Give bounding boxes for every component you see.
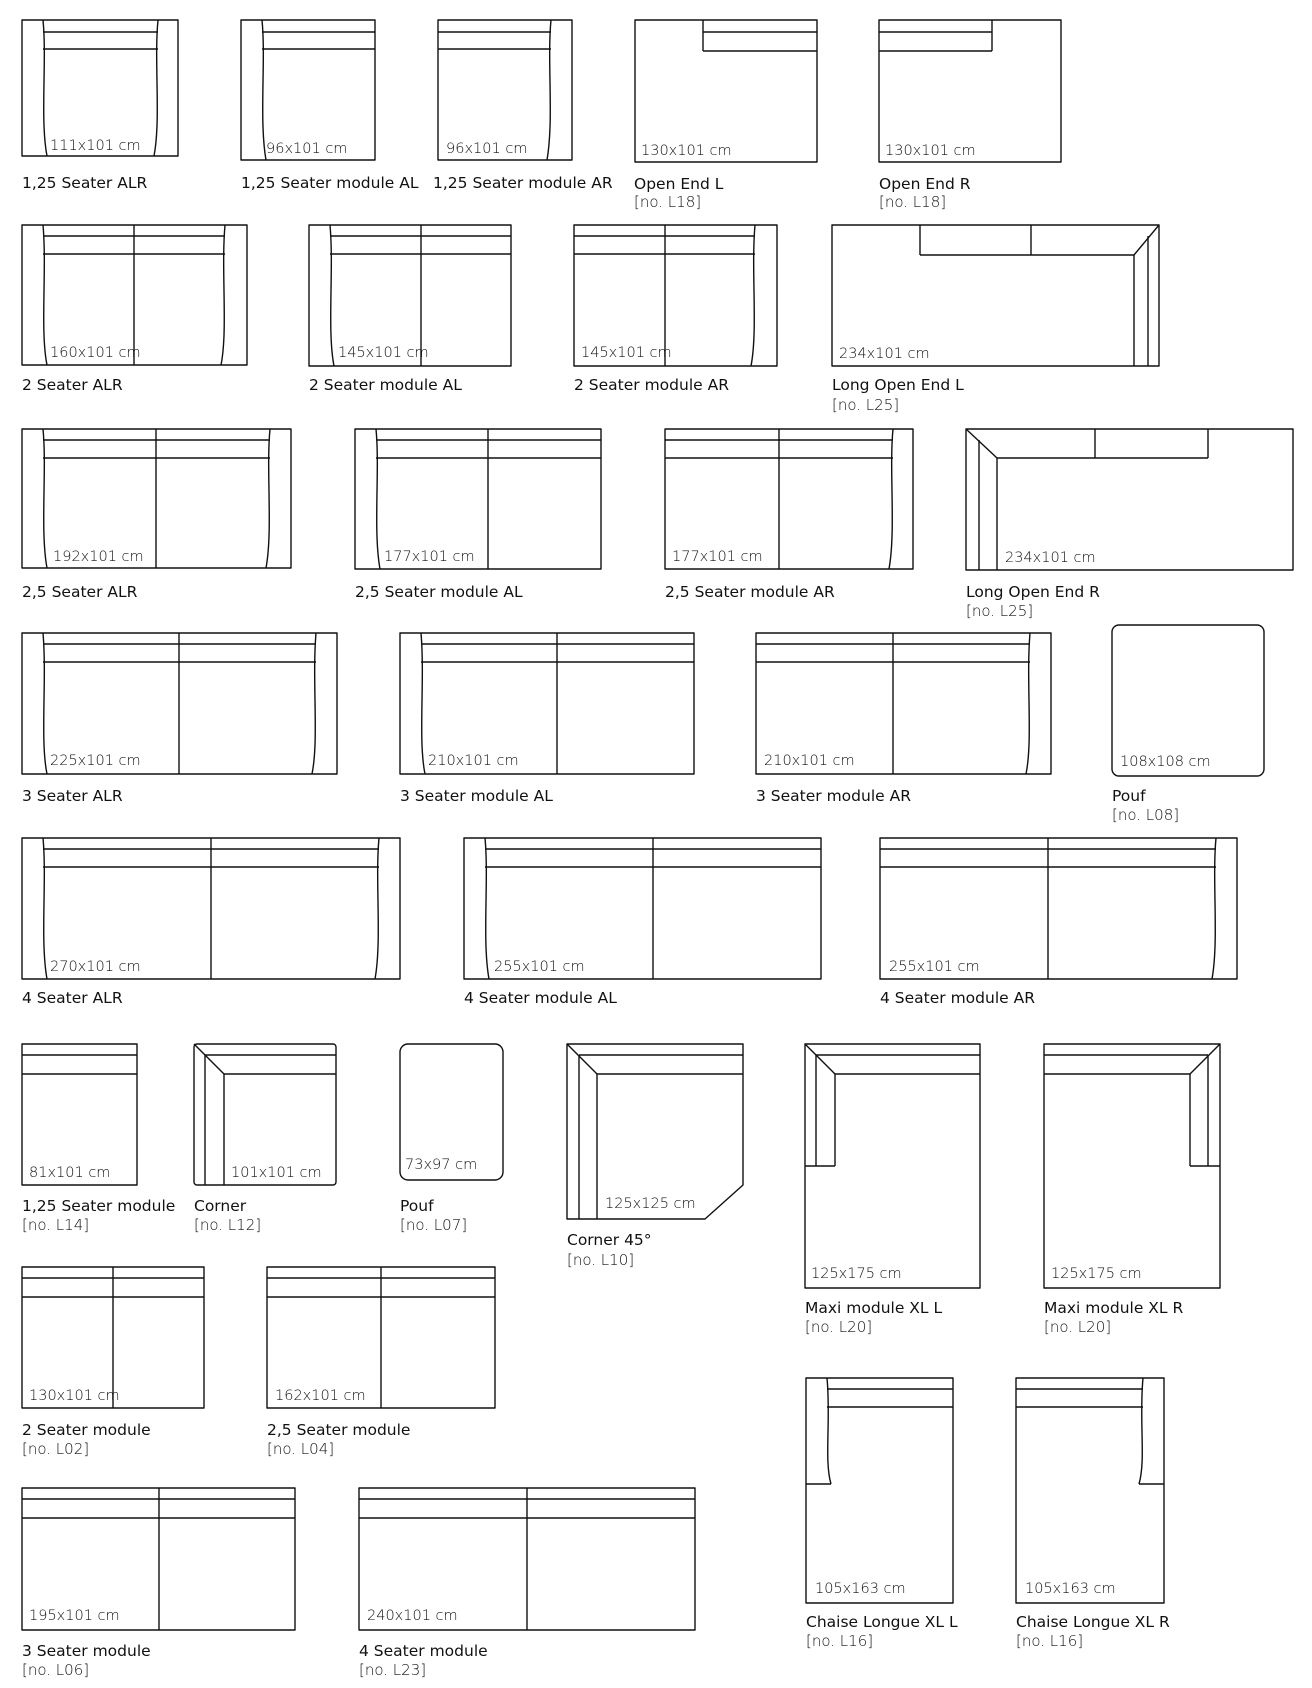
module-name: 1,25 Seater module: [22, 1197, 176, 1215]
module-code: [no. L25]: [832, 396, 900, 414]
module-name: 4 Seater module AL: [464, 989, 617, 1007]
module-code: [no. L18]: [634, 193, 702, 211]
module-name: Maxi module XL R: [1044, 1299, 1184, 1317]
module-drawing: [567, 1044, 743, 1219]
dimension-label: 160x101 cm: [50, 345, 141, 361]
module-name: 2 Seater module AR: [574, 376, 729, 394]
module-item: [22, 1488, 295, 1679]
module-item: [400, 1044, 503, 1234]
module-code: [no. L04]: [267, 1440, 335, 1458]
module-item: [806, 1378, 958, 1650]
module-name: 1,25 Seater module AL: [241, 174, 419, 192]
module-item: [756, 633, 1051, 805]
module-drawing: [880, 838, 1237, 979]
module-name: Chaise Longue XL L: [806, 1613, 958, 1631]
module-drawing: [194, 1044, 336, 1185]
module-code: [no. L12]: [194, 1216, 262, 1234]
module-item: [22, 633, 337, 805]
module-code: [no. L16]: [1016, 1632, 1084, 1650]
module-name: Long Open End R: [966, 583, 1100, 601]
module-name: 4 Seater module AR: [880, 989, 1035, 1007]
module-code: [no. L14]: [22, 1216, 90, 1234]
dimension-label: 96x101 cm: [266, 141, 348, 157]
module-item: [22, 1044, 175, 1234]
module-drawing: [22, 1044, 137, 1185]
module-item: [22, 225, 247, 394]
module-drawing: [22, 20, 178, 156]
dimension-label: 195x101 cm: [29, 1608, 120, 1624]
dimension-label: 255x101 cm: [889, 959, 980, 975]
dimension-label: 210x101 cm: [428, 753, 519, 769]
dimension-label: 125x175 cm: [811, 1266, 902, 1282]
module-name: 4 Seater ALR: [22, 989, 123, 1007]
module-item: [879, 20, 1061, 211]
module-item: [241, 20, 419, 192]
module-name: Chaise Longue XL R: [1016, 1613, 1170, 1631]
module-item: [1016, 1378, 1170, 1650]
module-item: [665, 429, 913, 601]
dimension-label: 162x101 cm: [275, 1388, 366, 1404]
dimension-label: 234x101 cm: [839, 346, 930, 362]
module-drawing: [1044, 1044, 1220, 1288]
module-item: [574, 225, 777, 394]
module-item: [966, 429, 1293, 620]
module-drawing: [22, 429, 291, 568]
dimension-label: 177x101 cm: [384, 549, 475, 565]
dimension-label: 125x125 cm: [605, 1196, 696, 1212]
module-name: 3 Seater module: [22, 1642, 151, 1660]
module-code: [no. L25]: [966, 602, 1034, 620]
module-drawing: [1016, 1378, 1164, 1603]
dimension-label: 130x101 cm: [29, 1388, 120, 1404]
module-code: [no. L07]: [400, 1216, 468, 1234]
module-drawing: [22, 1267, 204, 1408]
dimension-label: 125x175 cm: [1051, 1266, 1142, 1282]
dimension-label: 101x101 cm: [231, 1165, 322, 1181]
module-name: 3 Seater ALR: [22, 787, 123, 805]
module-item: [22, 429, 291, 601]
dimension-label: 145x101 cm: [581, 345, 672, 361]
module-item: [567, 1044, 743, 1269]
module-drawing: [635, 20, 817, 162]
dimension-label: 111x101 cm: [50, 138, 141, 154]
module-name: 2 Seater module AL: [309, 376, 462, 394]
module-code: [no. L08]: [1112, 806, 1180, 824]
module-name: Pouf: [400, 1197, 434, 1215]
module-drawing: [464, 838, 821, 979]
dimension-label: 96x101 cm: [446, 141, 528, 157]
module-code: [no. L23]: [359, 1661, 427, 1679]
module-name: 1,25 Seater module AR: [433, 174, 613, 192]
module-name: 2,5 Seater ALR: [22, 583, 138, 601]
dimension-label: 108x108 cm: [1120, 754, 1211, 770]
module-item: [359, 1488, 695, 1679]
module-name: 3 Seater module AR: [756, 787, 911, 805]
module-item: [267, 1267, 495, 1458]
module-name: 2 Seater ALR: [22, 376, 123, 394]
module-name: 3 Seater module AL: [400, 787, 553, 805]
module-drawing: [805, 1044, 980, 1288]
dimension-label: 130x101 cm: [885, 143, 976, 159]
module-drawing: [665, 429, 913, 569]
module-name: Corner 45°: [567, 1231, 652, 1249]
module-drawing: [22, 225, 247, 365]
module-drawing: [438, 20, 572, 160]
module-item: [22, 20, 178, 192]
module-name: 2,5 Seater module AL: [355, 583, 523, 601]
module-drawing: [267, 1267, 495, 1408]
dimension-label: 192x101 cm: [53, 549, 144, 565]
module-drawing: [22, 838, 400, 979]
module-item: [309, 225, 511, 394]
dimension-label: 270x101 cm: [50, 959, 141, 975]
dimension-label: 105x163 cm: [815, 1581, 906, 1597]
module-item: [1044, 1044, 1220, 1336]
module-item: [22, 1267, 204, 1458]
dimension-label: 225x101 cm: [50, 753, 141, 769]
module-name: 2,5 Seater module AR: [665, 583, 835, 601]
dimension-label: 73x97 cm: [405, 1157, 478, 1173]
module-name: Corner: [194, 1197, 247, 1215]
dimension-label: 177x101 cm: [672, 549, 763, 565]
module-item: [1112, 625, 1264, 824]
module-name: Long Open End L: [832, 376, 964, 394]
dimension-label: 81x101 cm: [29, 1165, 111, 1181]
module-drawing: [879, 20, 1061, 162]
module-code: [no. L18]: [879, 193, 947, 211]
module-code: [no. L02]: [22, 1440, 90, 1458]
module-item: [634, 20, 817, 211]
module-item: [22, 838, 400, 1007]
module-item: [355, 429, 601, 601]
module-name: 2,5 Seater module: [267, 1421, 411, 1439]
module-item: [832, 225, 1159, 414]
module-name: Open End R: [879, 175, 971, 193]
module-drawing: [355, 429, 601, 569]
dimension-label: 240x101 cm: [367, 1608, 458, 1624]
module-item: [433, 20, 613, 192]
module-code: [no. L06]: [22, 1661, 90, 1679]
module-drawing: [832, 225, 1159, 366]
dimension-label: 130x101 cm: [641, 143, 732, 159]
module-item: [194, 1044, 336, 1234]
module-name: 4 Seater module: [359, 1642, 488, 1660]
dimension-label: 145x101 cm: [338, 345, 429, 361]
module-name: 1,25 Seater ALR: [22, 174, 148, 192]
module-name: Pouf: [1112, 787, 1146, 805]
module-code: [no. L10]: [567, 1251, 635, 1269]
dimension-label: 210x101 cm: [764, 753, 855, 769]
dimension-label: 234x101 cm: [1005, 550, 1096, 566]
module-name: 2 Seater module: [22, 1421, 151, 1439]
module-drawing: [241, 20, 375, 160]
dimension-label: 255x101 cm: [494, 959, 585, 975]
module-item: [880, 838, 1237, 1007]
dimension-label: 105x163 cm: [1025, 1581, 1116, 1597]
module-item: [400, 633, 694, 805]
module-drawing: [966, 429, 1293, 570]
module-code: [no. L20]: [805, 1318, 873, 1336]
module-code: [no. L20]: [1044, 1318, 1112, 1336]
module-code: [no. L16]: [806, 1632, 874, 1650]
module-drawing: [806, 1378, 953, 1603]
module-item: [464, 838, 821, 1007]
module-item: [805, 1044, 980, 1336]
module-name: Maxi module XL L: [805, 1299, 943, 1317]
module-name: Open End L: [634, 175, 724, 193]
